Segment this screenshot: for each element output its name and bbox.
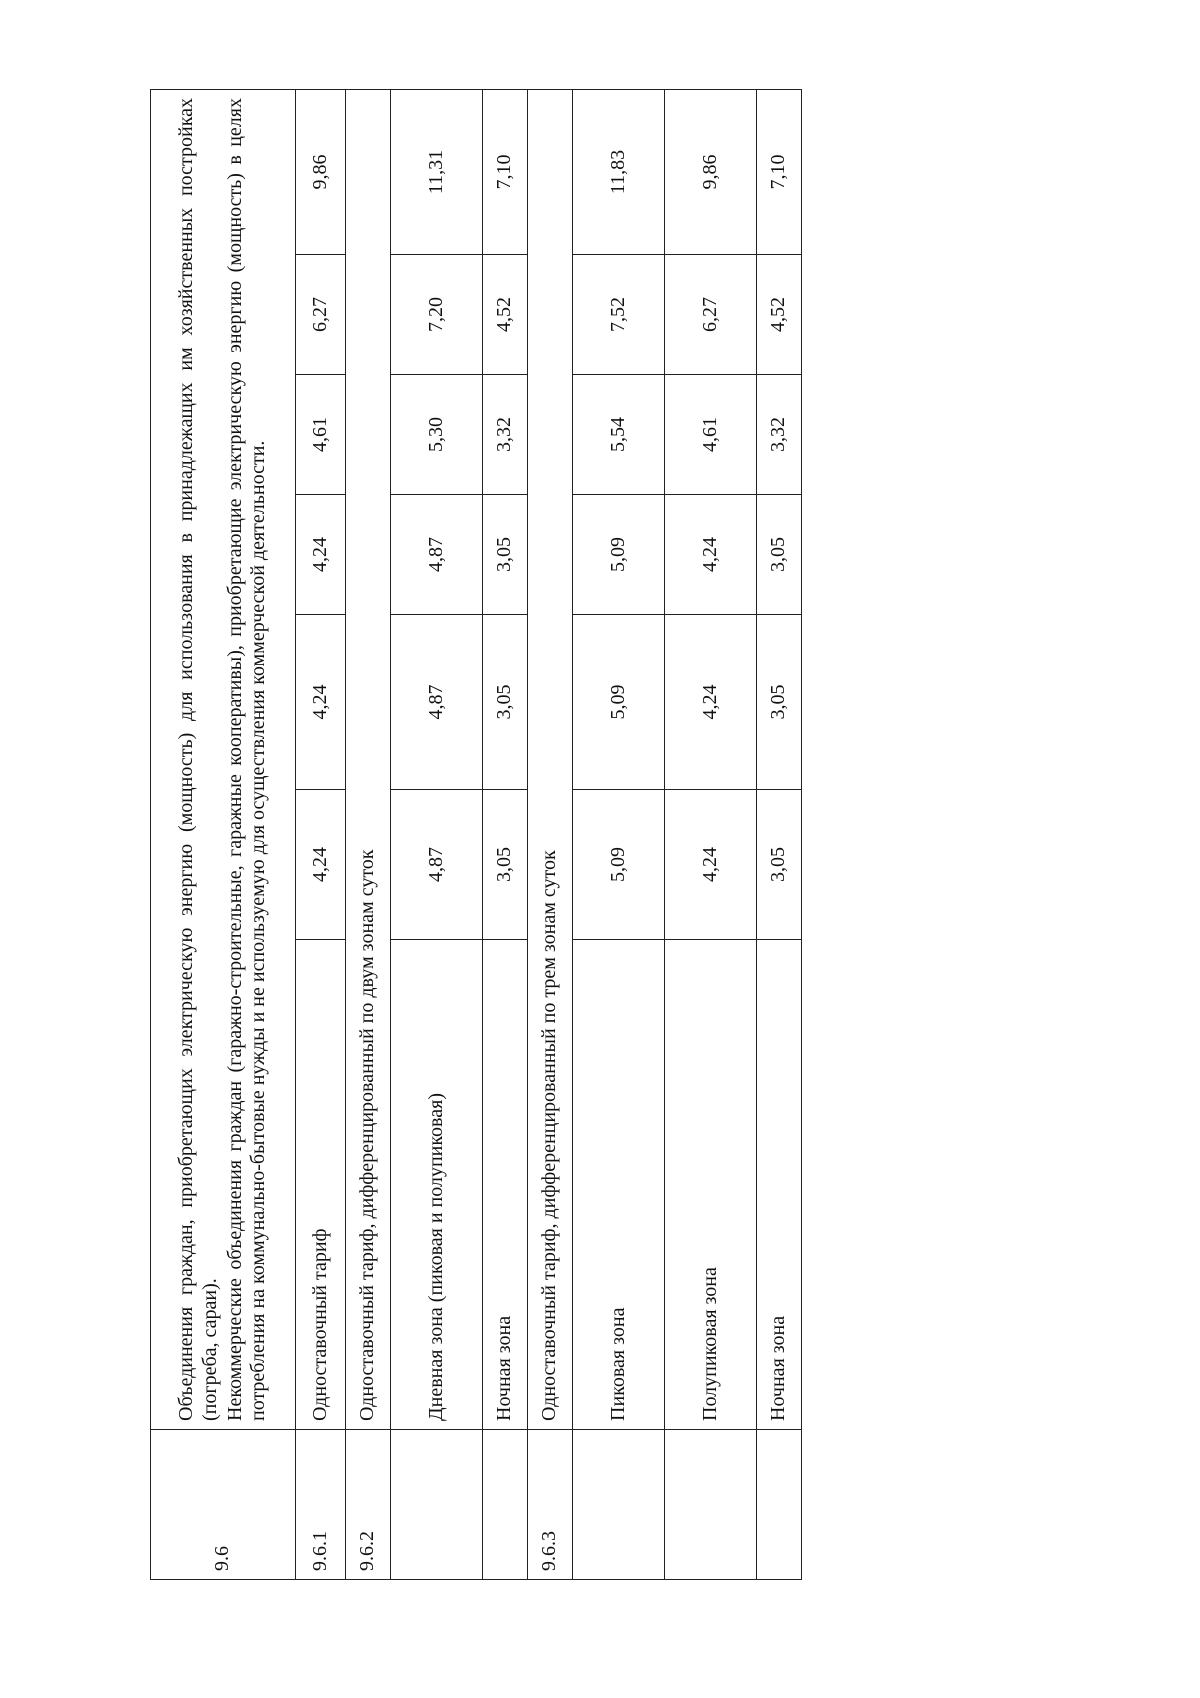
row-label: Одноставочный тариф, дифференцированный по двум зонам суток	[346, 90, 391, 1430]
tariff-value-cell: 7,20	[391, 255, 483, 375]
row-code	[757, 1430, 802, 1580]
tariff-table	[150, 89, 802, 1580]
tariff-value-cell: 4,24	[665, 615, 757, 790]
tariff-value-cell: 3,05	[757, 615, 802, 790]
section-description-line: Объединения граждан, приобретающих электрическую энергию (мощность) для использования в принадлежащих им хозяйственных постройках (погреба, сараи).	[175, 98, 221, 1421]
row-label: Дневная зона (пиковая и полупиковая)	[391, 940, 483, 1430]
tariff-value-cell: 3,05	[483, 615, 528, 790]
section-description-line: Некоммерческие объединения граждан (гаражно-строительные, гаражные кооперативы), приобретающие электрическую энергию (мощность) в целях потребления на коммунально-бытовые нужды и не используемую для осуществления коммерческой деятельности.	[223, 98, 270, 1421]
tariff-value-cell: 4,87	[391, 615, 483, 790]
section-description	[151, 90, 296, 1430]
table-row	[483, 90, 528, 1580]
tariff-value-cell: 4,24	[665, 495, 757, 615]
row-label: Ночная зона	[757, 940, 802, 1430]
tariff-value-cell: 5,30	[391, 375, 483, 495]
row-code	[573, 1430, 665, 1580]
row-label: Одноставочный тариф	[296, 940, 346, 1430]
tariff-table-body	[151, 90, 802, 1580]
tariff-value-cell: 3,32	[483, 375, 528, 495]
tariff-value-cell: 7,52	[573, 255, 665, 375]
tariff-value-cell: 4,24	[296, 495, 346, 615]
row-label: Полупиковая зона	[665, 940, 757, 1430]
tariff-value-cell: 4,61	[296, 375, 346, 495]
tariff-value-cell: 5,09	[573, 615, 665, 790]
row-label: Одноставочный тариф, дифференцированный по трем зонам суток	[528, 90, 573, 1430]
tariff-value-cell: 7,10	[483, 90, 528, 255]
row-code: 9.6.3	[528, 1430, 573, 1580]
tariff-value-cell: 5,54	[573, 375, 665, 495]
tariff-value-cell: 3,05	[757, 495, 802, 615]
tariff-value-cell: 6,27	[665, 255, 757, 375]
tariff-value-cell: 4,24	[296, 790, 346, 940]
tariff-value-cell: 7,10	[757, 90, 802, 255]
table-subheader-row	[346, 90, 391, 1580]
row-code	[391, 1430, 483, 1580]
tariff-value-cell: 11,31	[391, 90, 483, 255]
row-code: 9.6	[151, 1430, 296, 1580]
tariff-value-cell: 4,61	[665, 375, 757, 495]
row-code: 9.6.2	[346, 1430, 391, 1580]
tariff-value-cell: 5,09	[573, 495, 665, 615]
tariff-value-cell: 4,87	[391, 495, 483, 615]
tariff-value-cell: 4,24	[296, 615, 346, 790]
row-code	[665, 1430, 757, 1580]
table-row	[573, 90, 665, 1580]
table-row	[296, 90, 346, 1580]
tariff-value-cell: 3,05	[483, 495, 528, 615]
table-subheader-row	[528, 90, 573, 1580]
row-code	[483, 1430, 528, 1580]
row-label: Ночная зона	[483, 940, 528, 1430]
tariff-value-cell: 3,05	[757, 790, 802, 940]
tariff-value-cell: 9,86	[296, 90, 346, 255]
rotated-page	[150, 90, 790, 1580]
tariff-value-cell: 3,05	[483, 790, 528, 940]
table-row	[391, 90, 483, 1580]
tariff-value-cell: 4,87	[391, 790, 483, 940]
table-row	[665, 90, 757, 1580]
tariff-value-cell: 4,24	[665, 790, 757, 940]
tariff-value-cell: 5,09	[573, 790, 665, 940]
section-row	[151, 90, 296, 1580]
row-code: 9.6.1	[296, 1430, 346, 1580]
row-label: Пиковая зона	[573, 940, 665, 1430]
tariff-value-cell: 4,52	[757, 255, 802, 375]
table-row	[757, 90, 802, 1580]
tariff-value-cell: 3,32	[757, 375, 802, 495]
tariff-value-cell: 6,27	[296, 255, 346, 375]
tariff-value-cell: 9,86	[665, 90, 757, 255]
tariff-value-cell: 4,52	[483, 255, 528, 375]
tariff-value-cell: 11,83	[573, 90, 665, 255]
